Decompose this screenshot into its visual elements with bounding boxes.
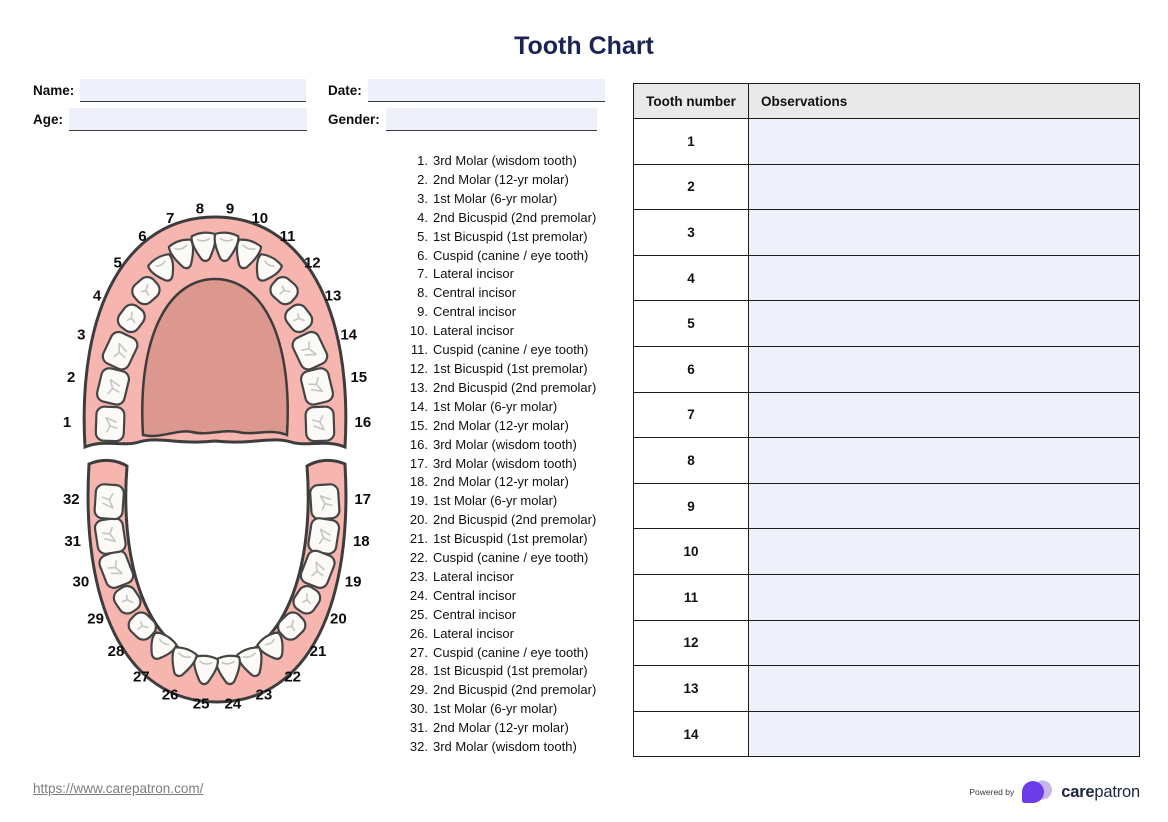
tooth-list-item: 27. Cuspid (canine / eye tooth)	[409, 644, 589, 660]
observations-header: Observations	[749, 84, 1140, 119]
tooth-list-item: 1. 3rd Molar (wisdom tooth)	[417, 153, 577, 168]
tooth-list-item: 17. 3rd Molar (wisdom tooth)	[409, 455, 577, 471]
carepatron-logo-icon	[1021, 779, 1054, 805]
observations-cell[interactable]	[749, 438, 1140, 484]
observations-cell[interactable]	[749, 529, 1140, 575]
gender-input[interactable]	[386, 108, 597, 131]
tooth-list-item: 31. 2nd Molar (12-yr molar)	[409, 720, 569, 736]
age-input[interactable]	[69, 108, 307, 131]
tooth-list-item: 28. 1st Bicuspid (1st premolar)	[409, 663, 588, 679]
carepatron-link[interactable]: https://www.carepatron.com/	[33, 781, 204, 796]
tooth-32	[94, 484, 124, 520]
table-row	[634, 438, 1140, 484]
tooth-number-label: 10	[251, 209, 269, 227]
tooth-list-item: 29. 2nd Bicuspid (2nd premolar)	[409, 682, 597, 698]
tooth-list-item: 13. 2nd Bicuspid (2nd premolar)	[409, 379, 597, 395]
tooth-list-item: 23. Lateral incisor	[409, 568, 514, 584]
tooth-number-label: 23	[255, 686, 273, 704]
tooth-number-label: 14	[340, 326, 358, 344]
tooth-number-label: 19	[344, 573, 362, 591]
tooth-number-label: 18	[352, 532, 370, 550]
tooth-31	[94, 517, 127, 555]
tooth-list-item: 26. Lateral incisor	[409, 625, 514, 641]
tooth-number-cell: 6	[634, 346, 749, 392]
tooth-number-label: 26	[161, 686, 179, 704]
tooth-number-label: 25	[192, 695, 210, 713]
tooth-18	[307, 517, 340, 555]
tooth-list-item: 22. Cuspid (canine / eye tooth)	[409, 550, 589, 566]
tooth-number-label: 1	[62, 414, 72, 432]
tooth-number-cell: 9	[634, 483, 749, 529]
powered-by-label: Powered by	[969, 787, 1015, 797]
tooth-list-item: 8. Central incisor	[417, 285, 517, 301]
tooth-list-item: 10. Lateral incisor	[409, 323, 514, 339]
observations-cell[interactable]	[749, 119, 1140, 165]
tooth-list-item: 25. Central incisor	[409, 606, 517, 622]
tooth-1	[96, 406, 125, 441]
tooth-list-item: 19. 1st Molar (6-yr molar)	[409, 493, 558, 509]
tooth-number-cell: 11	[634, 574, 749, 620]
tooth-number-label: 28	[107, 642, 125, 660]
tooth-number-label: 32	[62, 490, 80, 508]
observations-cell[interactable]	[749, 392, 1140, 438]
observations-cell[interactable]	[749, 483, 1140, 529]
tooth-number-cell: 5	[634, 301, 749, 347]
tooth-17	[310, 484, 340, 520]
tooth-number-label: 31	[64, 532, 82, 550]
table-row	[634, 119, 1140, 165]
observations-table	[633, 83, 1140, 757]
observations-table-body	[634, 119, 1140, 757]
tooth-number-label: 29	[87, 610, 104, 628]
tooth-number-cell: 8	[634, 438, 749, 484]
tooth-number-label: 24	[224, 695, 242, 713]
table-header-row	[634, 84, 1140, 119]
tooth-list-item: 30. 1st Molar (6-yr molar)	[409, 701, 558, 717]
name-input[interactable]	[80, 79, 306, 102]
tooth-number-label: 27	[132, 668, 150, 686]
tooth-number-label: 6	[138, 228, 147, 245]
table-row	[634, 164, 1140, 210]
table-row	[634, 392, 1140, 438]
tooth-number-label: 8	[195, 200, 205, 218]
tooth-16	[305, 406, 334, 441]
tooth-number-label: 16	[354, 414, 372, 432]
lower-arch-diagram	[55, 450, 380, 715]
tooth-list-item: 3. 1st Molar (6-yr molar)	[417, 190, 558, 206]
tooth-list-item: 9. Central incisor	[417, 304, 517, 320]
tooth-number-label: 17	[354, 490, 372, 508]
date-input[interactable]	[368, 79, 605, 102]
observations-cell[interactable]	[749, 574, 1140, 620]
tooth-number-label: 2	[67, 369, 76, 387]
observations-cell[interactable]	[749, 666, 1140, 712]
tooth-number-cell: 13	[634, 666, 749, 712]
name-label: Name:	[33, 83, 75, 98]
tooth-list-item: 15. 2nd Molar (12-yr molar)	[409, 417, 569, 433]
tooth-number-label: 22	[284, 668, 302, 686]
observations-cell[interactable]	[749, 164, 1140, 210]
tooth-list-item: 24. Central incisor	[409, 587, 517, 603]
tooth-list-item: 5. 1st Bicuspid (1st premolar)	[417, 228, 588, 244]
tooth-number-cell: 2	[634, 164, 749, 210]
tooth-list-item: 7. Lateral incisor	[417, 266, 514, 282]
tooth-list-item: 20. 2nd Bicuspid (2nd premolar)	[409, 512, 597, 528]
tooth-list-item: 12. 1st Bicuspid (1st premolar)	[409, 360, 588, 376]
gender-label: Gender:	[328, 112, 380, 127]
tooth-number-cell: 4	[634, 255, 749, 301]
tooth-number-label: 7	[166, 209, 175, 227]
age-label: Age:	[33, 112, 63, 127]
table-row	[634, 711, 1140, 757]
tooth-number-cell: 7	[634, 392, 749, 438]
table-row	[634, 574, 1140, 620]
tooth-number-label: 9	[225, 200, 235, 218]
tooth-list-item: 4. 2nd Bicuspid (2nd premolar)	[417, 209, 597, 225]
observations-cell[interactable]	[749, 620, 1140, 666]
tooth-list-item: 18. 2nd Molar (12-yr molar)	[409, 474, 569, 490]
observations-cell[interactable]	[749, 210, 1140, 256]
observations-cell[interactable]	[749, 255, 1140, 301]
tooth-list-item: 2. 2nd Molar (12-yr molar)	[417, 171, 569, 187]
observations-cell[interactable]	[749, 301, 1140, 347]
tooth-number-cell: 10	[634, 529, 749, 575]
table-row	[634, 301, 1140, 347]
table-row	[634, 255, 1140, 301]
tooth-number-label: 13	[324, 287, 342, 305]
table-row	[634, 620, 1140, 666]
tooth-number-label: 12	[303, 254, 321, 272]
upper-arch-diagram	[55, 195, 375, 455]
table-row	[634, 666, 1140, 712]
tooth-number-label: 11	[279, 228, 296, 245]
observations-cell[interactable]	[749, 346, 1140, 392]
carepatron-wordmark: carepatron	[1061, 782, 1140, 801]
tooth-number-cell: 3	[634, 210, 749, 256]
tooth-list-item: 11. Cuspid (canine / eye tooth)	[410, 342, 589, 358]
tooth-number-header: Tooth number	[634, 84, 749, 119]
tooth-number-cell: 14	[634, 711, 749, 757]
tooth-number-cell: 12	[634, 620, 749, 666]
tooth-list-item: 14. 1st Molar (6-yr molar)	[409, 398, 558, 414]
powered-by-badge	[969, 779, 1140, 805]
page-title: Tooth Chart	[514, 32, 654, 60]
tooth-list-item: 21. 1st Bicuspid (1st premolar)	[409, 531, 588, 547]
tooth-number-label: 5	[113, 254, 122, 272]
table-row	[634, 346, 1140, 392]
tooth-number-label: 3	[77, 326, 86, 344]
tooth-number-cell: 1	[634, 119, 749, 165]
tooth-name-list	[401, 152, 626, 757]
tooth-number-label: 20	[330, 610, 347, 628]
tooth-number-label: 21	[309, 642, 327, 660]
tooth-list-item: 16. 3rd Molar (wisdom tooth)	[409, 436, 577, 452]
observations-cell[interactable]	[749, 711, 1140, 757]
tooth-number-label: 30	[72, 573, 90, 591]
tooth-list-item: 32. 3rd Molar (wisdom tooth)	[409, 739, 577, 755]
table-row	[634, 483, 1140, 529]
table-row	[634, 529, 1140, 575]
table-row	[634, 210, 1140, 256]
tooth-list-item: 6. Cuspid (canine / eye tooth)	[417, 247, 589, 263]
tooth-number-label: 15	[350, 369, 368, 387]
tooth-number-label: 4	[92, 287, 102, 305]
date-label: Date:	[328, 83, 362, 98]
